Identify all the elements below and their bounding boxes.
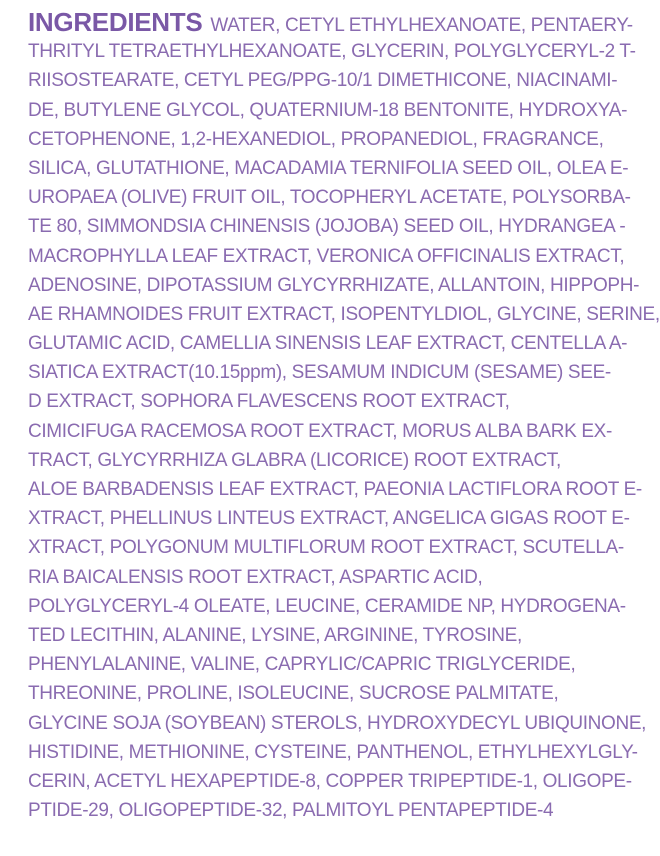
ingredients-line: POLYGLYCERYL-4 OLEATE, LEUCINE, CERAMIDE NP, HYDROGENA- [28, 595, 626, 617]
ingredients-line: SIATICA EXTRACT(10.15ppm), SESAMUM INDICUM (SESAME) SEE- [28, 362, 611, 384]
ingredients-line: TRACT, GLYCYRRHIZA GLABRA (LICORICE) ROOT EXTRACT, [28, 449, 561, 471]
ingredients-line: TED LECITHIN, ALANINE, LYSINE, ARGININE, TYROSINE, [28, 624, 522, 646]
ingredients-line-text: WATER, CETYL ETHYLHEXANOATE, PENTAERY- [210, 15, 633, 36]
ingredients-line: AE RHAMNOIDES FRUIT EXTRACT, ISOPENTYLDIOL, GLYCINE, SERINE, [28, 303, 660, 325]
ingredients-line: SILICA, GLUTATHIONE, MACADAMIA TERNIFOLIA SEED OIL, OLEA E- [28, 157, 629, 179]
ingredients-line: GLYCINE SOJA (SOYBEAN) STEROLS, HYDROXYDECYL UBIQUINONE, [28, 712, 647, 734]
ingredients-line: ADENOSINE, DIPOTASSIUM GLYCYRRHIZATE, ALLANTOIN, HIPPOPH- [28, 274, 640, 296]
ingredients-line: PHENYLALANINE, VALINE, CAPRYLIC/CAPRIC TRIGLYCERIDE, [28, 654, 576, 676]
ingredients-line: RIISOSTEARATE, CETYL PEG/PPG-10/1 DIMETHICONE, NIACINAMI- [28, 70, 618, 92]
ingredients-panel [28, 7, 660, 825]
ingredients-line: RIA BAICALENSIS ROOT EXTRACT, ASPARTIC ACID, [28, 566, 483, 588]
ingredients-line: DE, BUTYLENE GLYCOL, QUATERNIUM-18 BENTONITE, HYDROXYA- [28, 99, 628, 121]
ingredients-line: THREONINE, PROLINE, ISOLEUCINE, SUCROSE PALMITATE, [28, 683, 559, 705]
ingredients-line: CIMICIFUGA RACEMOSA ROOT EXTRACT, MORUS ALBA BARK EX- [28, 420, 612, 442]
ingredients-line: CETOPHENONE, 1,2-HEXANEDIOL, PROPANEDIOL, FRAGRANCE, [28, 128, 604, 150]
ingredients-line: UROPAEA (OLIVE) FRUIT OIL, TOCOPHERYL ACETATE, POLYSORBA- [28, 187, 631, 209]
ingredients-heading: INGREDIENTS [28, 7, 203, 37]
ingredients-line [28, 8, 638, 37]
ingredients-line: XTRACT, POLYGONUM MULTIFLORUM ROOT EXTRACT, SCUTELLA- [28, 537, 624, 559]
ingredients-line: ALOE BARBADENSIS LEAF EXTRACT, PAEONIA LACTIFLORA ROOT E- [28, 479, 642, 500]
ingredients-line: MACROPHYLLA LEAF EXTRACT, VERONICA OFFICINALIS EXTRACT, [28, 245, 625, 267]
ingredients-line: THRITYL TETRAETHYLHEXANOATE, GLYCERIN, POLYGLYCERYL-2 T- [28, 41, 636, 63]
ingredients-line: XTRACT, PHELLINUS LINTEUS EXTRACT, ANGELICA GIGAS ROOT E- [28, 508, 630, 530]
ingredients-line: TE 80, SIMMONDSIA CHINENSIS (JOJOBA) SEED OIL, HYDRANGEA - [28, 216, 626, 238]
ingredients-line: D EXTRACT, SOPHORA FLAVESCENS ROOT EXTRACT, [28, 391, 510, 413]
ingredients-line: PTIDE-29, OLIGOPEPTIDE-32, PALMITOYL PENTAPEPTIDE-4 [28, 800, 554, 822]
ingredients-line: CERIN, ACETYL HEXAPEPTIDE-8, COPPER TRIPEPTIDE-1, OLIGOPE- [28, 770, 632, 792]
ingredients-line: HISTIDINE, METHIONINE, CYSTEINE, PANTHENOL, ETHYLHEXYLGLY- [28, 741, 638, 763]
ingredients-line: GLUTAMIC ACID, CAMELLIA SINENSIS LEAF EXTRACT, CENTELLA A- [28, 333, 628, 355]
